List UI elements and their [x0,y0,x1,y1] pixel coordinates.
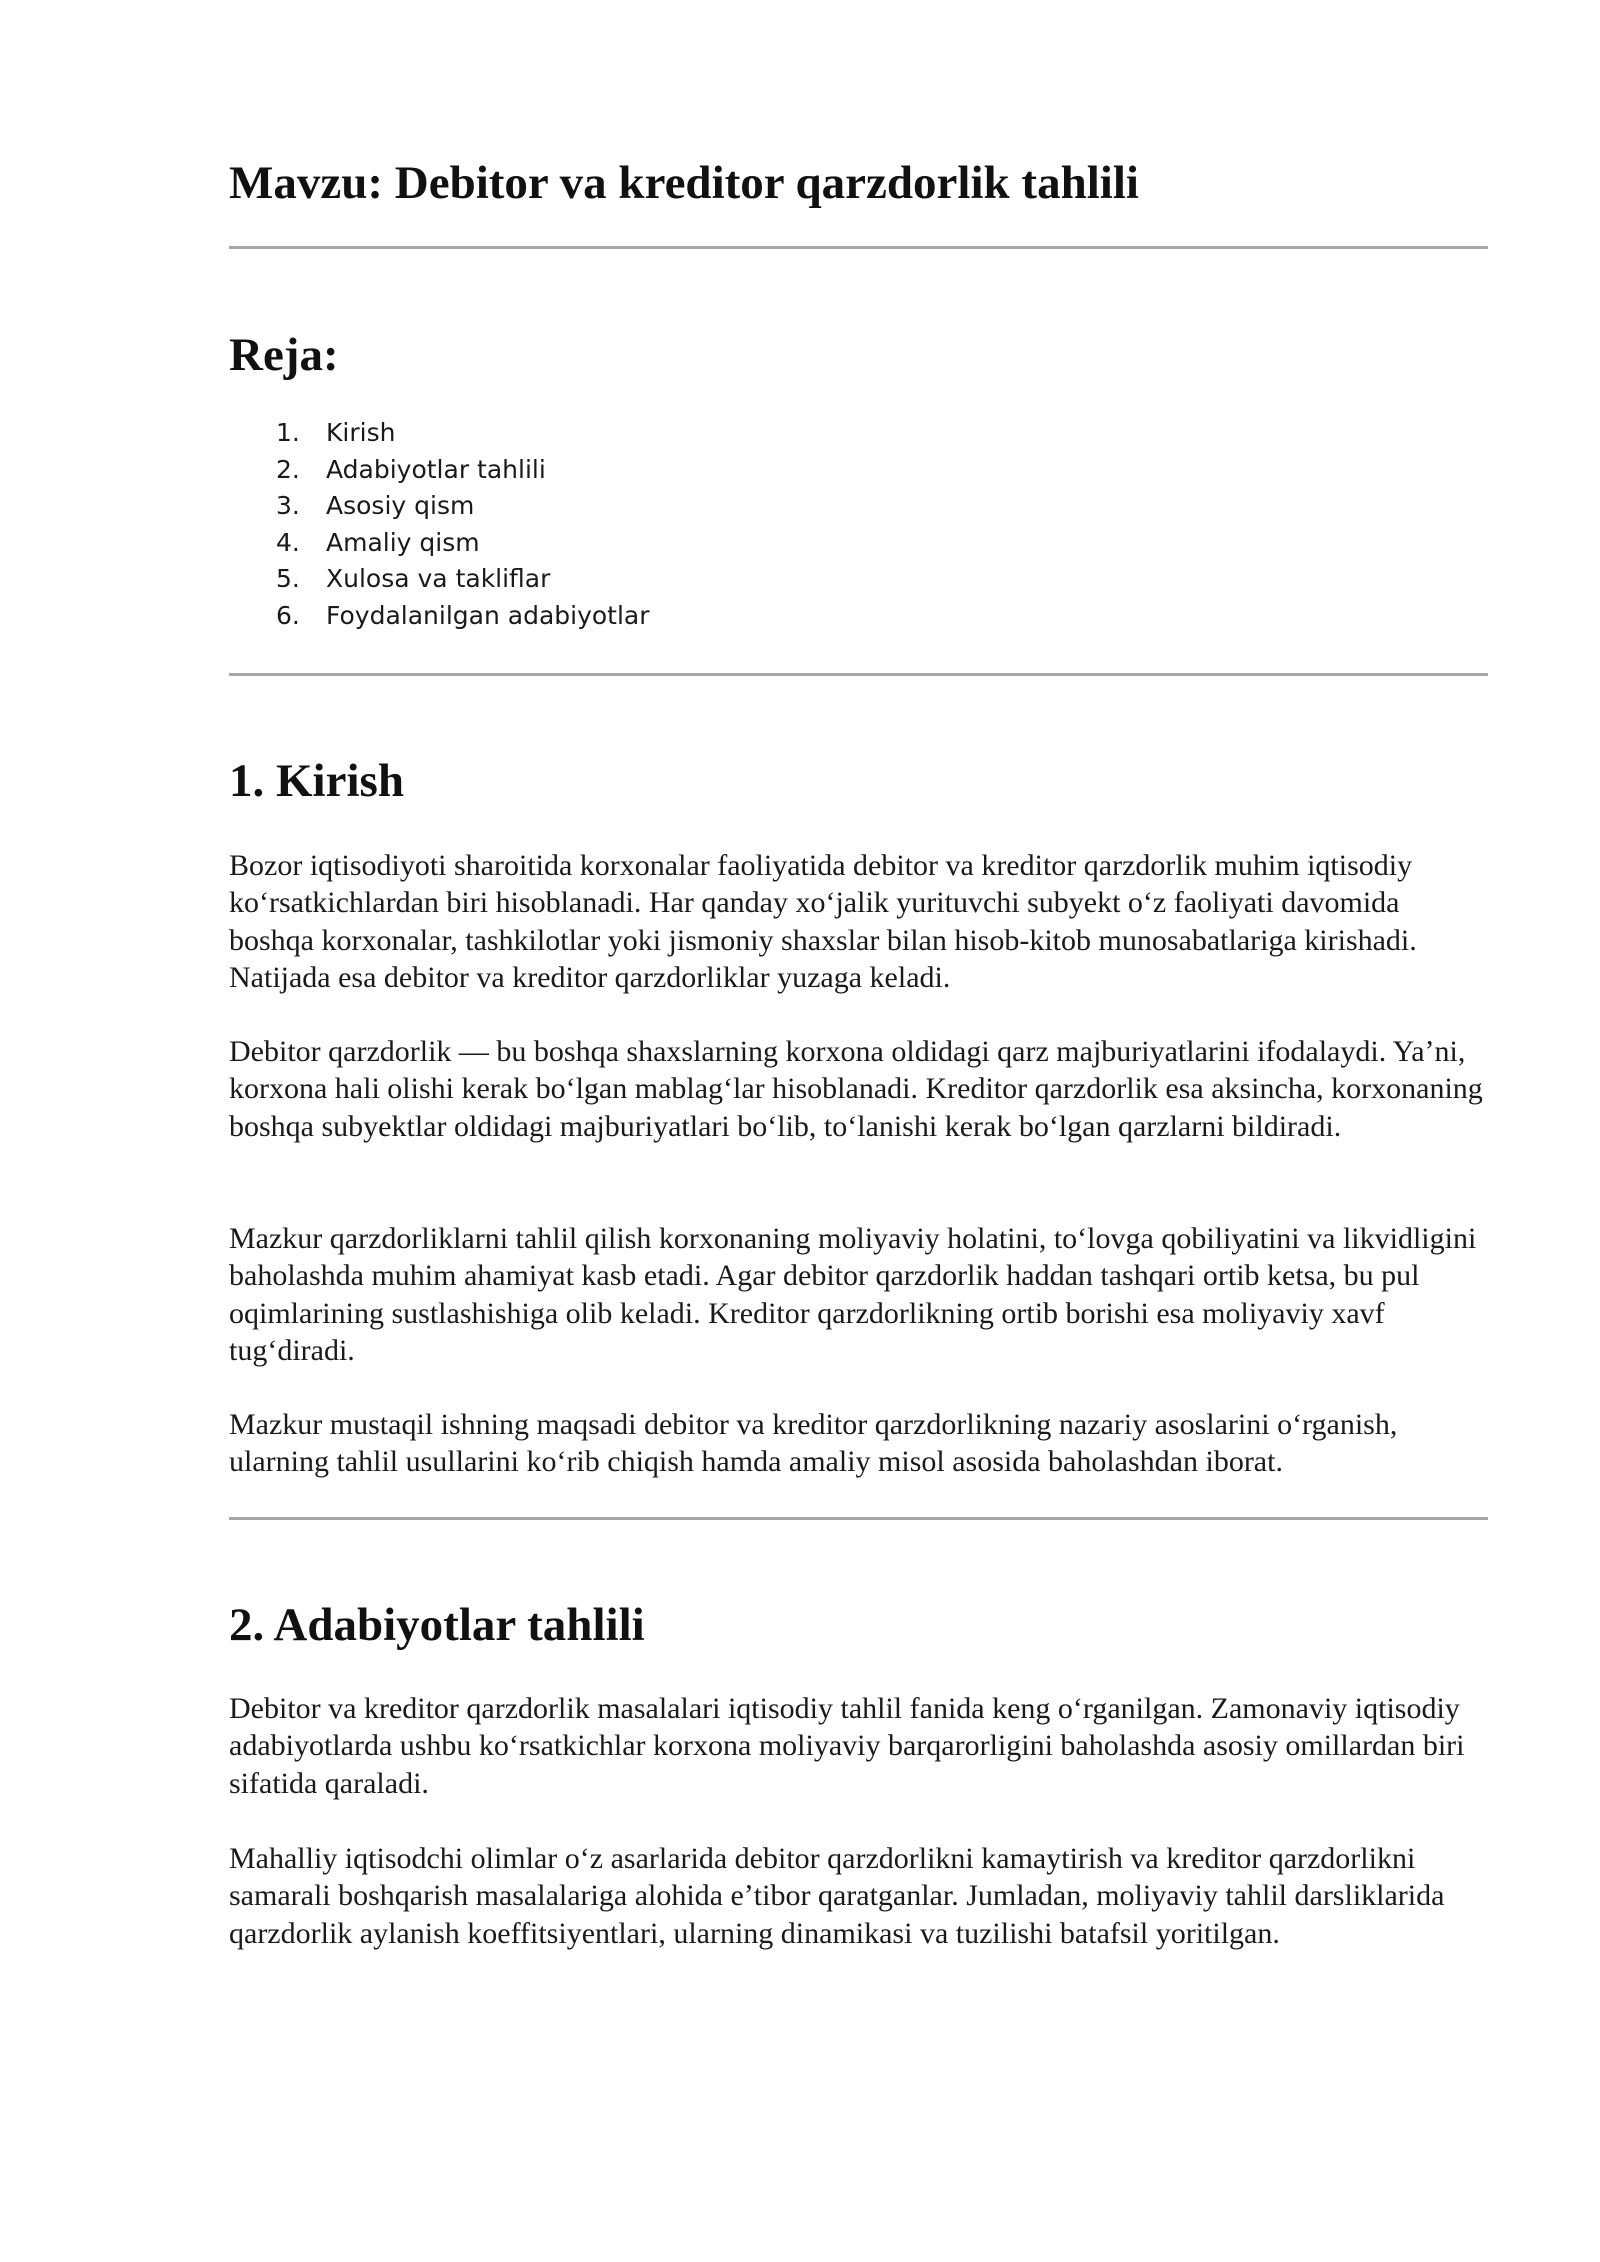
section-paragraph: Mazkur mustaqil ishning maqsadi debitor va kreditor qarzdorlikning nazariy asoslarini oʻrganish, ularning tahlil usullarini koʻrib chiqish hamda amaliy misol asosida baholashdan iborat. [229,1408,1398,1479]
plan-item-number: 6. [276,600,300,630]
plan-list [229,415,650,635]
plan-item-label: Kirish [326,418,396,447]
plan-item [229,598,650,635]
plan-item-number: 5. [276,564,300,594]
plan-item [229,452,650,489]
section-paragraph: Debitor qarzdorlik — bu boshqa shaxslarning korxona oldidagi qarz majburiyatlarini ifodalaydi. Yaʼni, korxona hali olishi kerak boʻlgan mablagʻlar hisoblanadi. Kreditor qarzdorlik esa aksincha, korxonaning boshqa subyektlar oldidagi majburiyatlari boʻlib, toʻlanishi kerak boʻlgan qarzlarni bildiradi. [229,1035,1483,1143]
plan-item-number: 2. [276,454,300,484]
horizontal-divider [229,1517,1488,1520]
section-heading-kirish: 1. Kirish [229,755,404,807]
section-paragraph: Debitor va kreditor qarzdorlik masalalari iqtisodiy tahlil fanida keng oʻrganilgan. Zamonaviy iqtisodiy adabiyotlarda ushbu koʻrsatkichlar korxona moliyaviy barqarorligini baholashda asosiy omillardan biri sifatida qaraladi. [229,1692,1465,1800]
plan-item-label: Foydalanilgan adabiyotlar [326,600,650,630]
section-heading-adabiyotlar: 2. Adabiyotlar tahlili [229,1599,645,1651]
plan-item-number: 4. [276,527,300,557]
section-paragraph: Mazkur qarzdorliklarni tahlil qilish korxonaning moliyaviy holatini, toʻlovga qobiliyatini va likvidligini baholashda muhim ahamiyat kasb etadi. Agar debitor qarzdorlik haddan tashqari ortib ketsa, bu pul oqimlarining sustlashishiga olib keladi. Kreditor qarzdorlikning ortib borishi esa moliyaviy xavf tugʻdiradi. [229,1222,1477,1367]
document-title: Mavzu: Debitor va kreditor qarzdorlik tahlili [229,157,1139,209]
plan-item [229,525,650,562]
horizontal-divider [229,246,1488,249]
plan-item [229,415,650,452]
plan-item-label: Amaliy qism [326,527,480,557]
section-paragraph: Mahalliy iqtisodchi olimlar oʻz asarlarida debitor qarzdorlikni kamaytirish va kreditor qarzdorlikni samarali boshqarish masalalariga alohida eʼtibor qaratganlar. Jumladan, moliyaviy tahlil darsliklarida qarzdorlik aylanish koeffitsiyentlari, ularning dinamikasi va tuzilishi batafsil yoritilgan. [229,1842,1445,1950]
plan-item-number: 1. [276,418,300,447]
plan-item [229,561,650,598]
plan-item-label: Asosiy qism [326,491,475,521]
plan-item [229,488,650,525]
horizontal-divider [229,673,1488,676]
plan-item-number: 3. [276,491,300,521]
plan-item-label: Adabiyotlar tahlili [326,454,546,484]
plan-item-label: Xulosa va takliflar [326,564,551,594]
section-paragraph: Bozor iqtisodiyoti sharoitida korxonalar faoliyatida debitor va kreditor qarzdorlik muhim iqtisodiy koʻrsatkichlardan biri hisoblanadi. Har qanday xoʻjalik yurituvchi subyekt oʻz faoliyati davomida boshqa korxonalar, tashkilotlar yoki jismoniy shaxslar bilan hisob-kitob munosabatlariga kirishadi. Natijada esa debitor va kreditor qarzdorliklar yuzaga keladi. [229,849,1417,994]
plan-heading: Reja: [229,329,339,381]
